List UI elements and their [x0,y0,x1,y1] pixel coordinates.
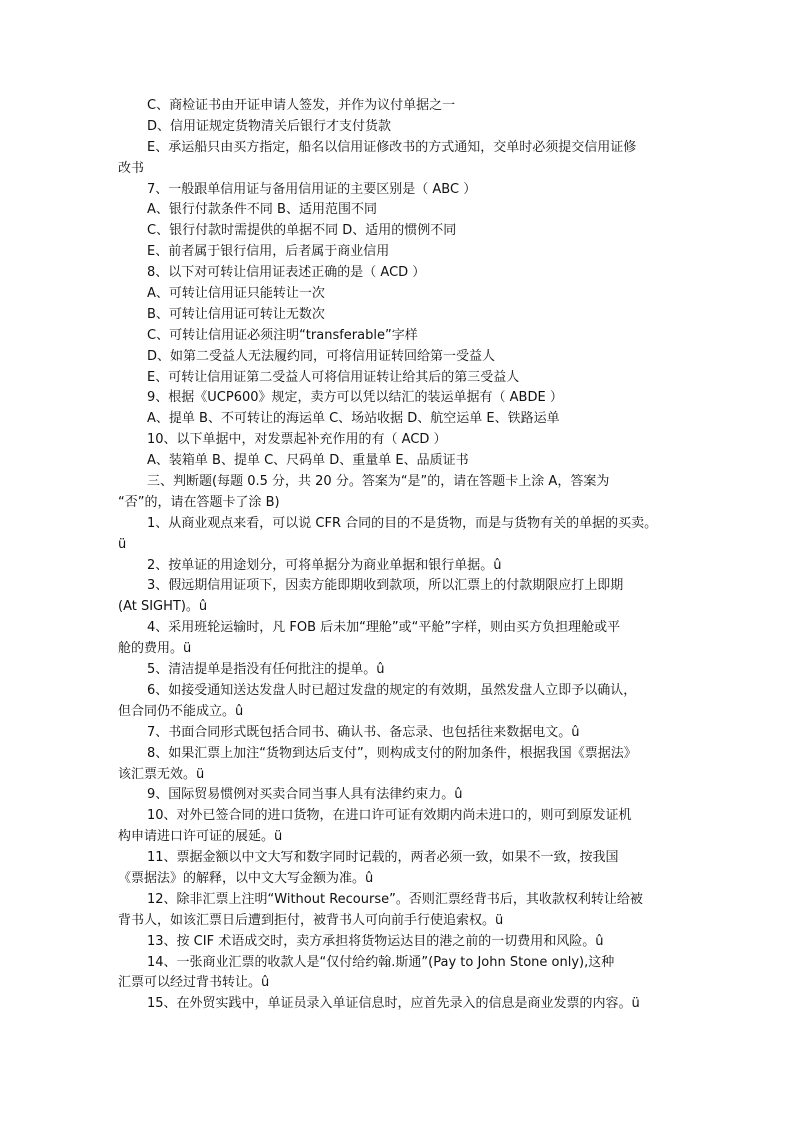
text-line: 舱的费用。ü [118,641,192,657]
text-line: C、商检证书由开证申请人签发，并作为议付单据之一 [147,98,456,113]
text-line: 15、在外贸实践中，单证员录入单证信息时，应首先录入的信息是商业发票的内容。ü [147,996,640,1012]
text-line: 2、按单证的用途划分，可将单据分为商业单据和银行单据。û [147,557,502,573]
text-line: 14、一张商业汇票的收款人是“仅付给约翰.斯通”(Pay to John Stone only),这种 [147,954,615,970]
text-line: B、可转让信用证可转让无数次 [147,306,325,322]
text-line: 1、从商业观点来看，可以说 CFR 合同的目的不是货物，而是与货物有关的单据的买卖。 [147,515,658,531]
text-line: 但合同仍不能成立。û [118,703,244,719]
text-line: ü [118,536,127,552]
text-line: “否”的，请在答题卡了涂 B) [118,494,280,510]
text-line: E、承运船只由买方指定，船名以信用证修改书的方式通知，交单时必须提交信用证修 [147,139,637,155]
text-line: 10、以下单据中，对发票起补充作用的有（ ACD ） [147,432,447,448]
text-line: A、提单 B、不可转让的海运单 C、场站收据 D、航空运单 E、铁路运单 [147,411,560,427]
text-line: A、银行付款条件不同 B、适用范围不同 [147,202,377,218]
document-body [118,96,678,1015]
text-line: 改书 [118,160,145,176]
text-line: 该汇票无效。ü [118,766,205,782]
text-line: D、如第二受益人无法履约同，可将信用证转回给第一受益人 [147,348,496,364]
text-line: 13、按 CIF 术语成交时，卖方承担将货物运达目的港之前的一切费用和风险。û [147,933,604,949]
text-line: 9、国际贸易惯例对买卖合同当事人具有法律约束力。û [147,787,463,803]
text-line: C、银行付款时需提供的单据不同 D、适用的惯例不同 [147,223,457,239]
text-line: 8、以下对可转让信用证表述正确的是（ ACD ） [147,265,426,281]
text-line: 12、除非汇票上注明“Without Recourse”。否则汇票经背书后，其收款权利转让给被 [147,891,643,907]
text-line: A、可转让信用证只能转让一次 [147,286,325,302]
text-line: 《票据法》的解释，以中文大写金额为准。û [118,870,374,886]
text-line: 6、如接受通知送达发盘人时已超过发盘的规定的有效期，虽然发盘人立即予以确认， [147,682,637,698]
text-line: A、装箱单 B、提单 C、尺码单 D、重量单 E、品质证书 [147,453,469,469]
text-line: 7、书面合同形式既包括合同书、确认书、备忘录、也包括往来数据电文。û [147,724,580,740]
text-line: 背书人，如该汇票日后遭到拒付，被背书人可向前手行使追索权。ü [118,912,504,928]
text-line: 三、判断题(每题 0.5 分，共 20 分。答案为“是”的，请在答题卡上涂 A，答案为 [147,474,610,490]
text-line: 11、票据金额以中文大写和数字同时记载的，两者必须一致，如果不一致，按我国 [147,850,619,866]
text-line: 3、假远期信用证项下，因卖方能即期收到款项，所以汇票上的付款期限应打上即期 [147,578,624,594]
text-line: 4、采用班轮运输时，凡 FOB 后未加“理舱”或“平舱”字样，则由买方负担理舱或平 [147,620,621,636]
text-line: 5、清洁提单是指没有任何批注的提单。û [147,662,385,678]
text-line: 9、根据《UCP600》规定，卖方可以凭以结汇的装运单据有（ ABDE ） [147,390,563,406]
text-line: E、可转让信用证第二受益人可将信用证转让给其后的第三受益人 [147,369,520,385]
text-line: E、前者属于银行信用，后者属于商业信用 [147,244,390,260]
text-line: 构申请进口许可证的展延。ü [118,829,283,845]
text-line: C、可转让信用证必须注明“transferable”字样 [147,327,418,343]
text-line: 7、一般跟单信用证与备用信用证的主要区别是（ ABC ） [147,181,477,197]
text-line: D、信用证规定货物清关后银行才支付货款 [147,118,392,134]
text-line: 10、对外已签合同的进口货物，在进口许可证有效期内尚未进口的，则可到原发证机 [147,808,632,824]
text-line: 8、如果汇票上加注“货物到达后支付”，则构成支付的附加条件，根据我国《票据法》 [147,745,637,761]
text-line: (At SIGHT)。û [118,599,208,615]
text-line: 汇票可以经过背书转让。û [118,975,270,991]
